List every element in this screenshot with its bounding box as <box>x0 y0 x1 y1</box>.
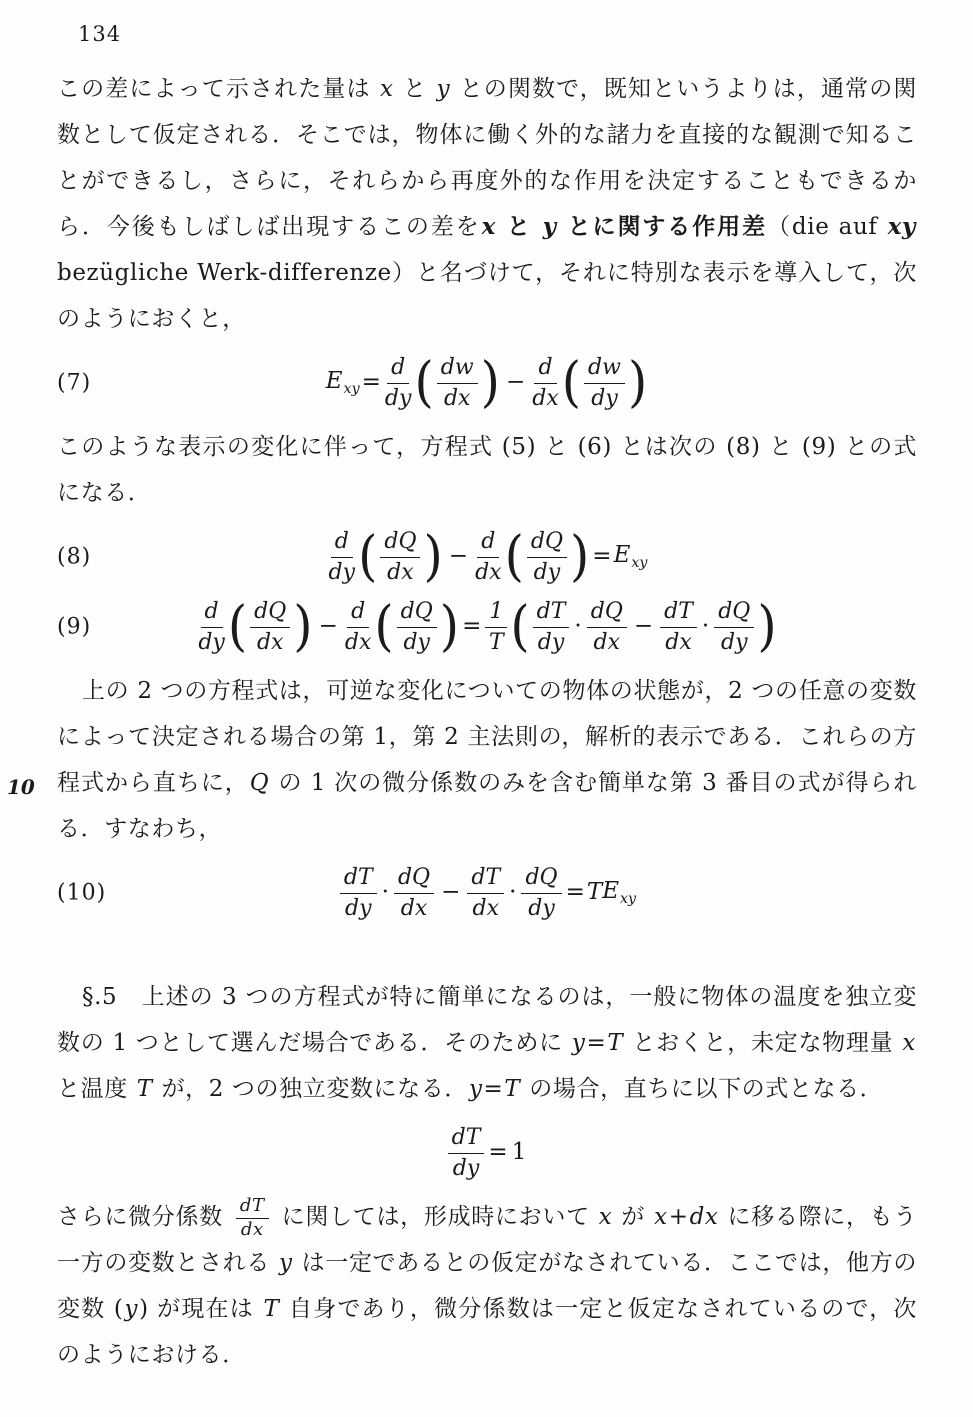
fraction-denominator: dx <box>240 1218 264 1240</box>
fraction <box>467 864 504 922</box>
fraction-numerator: dw <box>584 354 625 384</box>
equation <box>57 524 917 589</box>
operator: − <box>633 613 654 640</box>
fraction-denominator: dy <box>452 1155 480 1181</box>
fraction-numerator: dQ <box>527 528 567 558</box>
fraction-numerator: dT <box>533 598 570 628</box>
operator: − <box>505 369 526 396</box>
fraction-numerator: d <box>331 528 353 558</box>
fraction-denominator: dy <box>537 629 565 655</box>
text-segment: の場合，直ちに以下の式となる． <box>521 1076 884 1102</box>
paragraph <box>57 974 917 1112</box>
big-paren: ) <box>293 594 313 659</box>
fraction-denominator: dx <box>593 629 621 655</box>
fraction <box>714 598 754 656</box>
big-paren: ( <box>561 350 582 415</box>
variable-subscript: xy <box>631 555 648 572</box>
fraction-denominator: dx <box>532 385 559 411</box>
fraction <box>584 354 625 412</box>
fraction-denominator: dy <box>198 629 225 655</box>
equation-label: (8) <box>57 544 92 570</box>
fraction-denominator: dy <box>533 559 561 585</box>
text-segment: このような表示の変化に伴って，方程式 (5) と (6) とは次の (8) と (9) との式になる． <box>57 434 917 506</box>
fraction-numerator: 1 <box>485 598 507 628</box>
fraction <box>475 528 502 586</box>
operator: = <box>462 613 482 640</box>
equation-body <box>325 350 649 415</box>
paragraph <box>57 66 917 342</box>
variable: y <box>542 213 557 240</box>
variable: T <box>263 1296 280 1323</box>
variable: y <box>571 1030 586 1056</box>
equation-body <box>327 524 648 589</box>
fraction <box>448 1124 485 1182</box>
variable: y <box>279 1250 293 1277</box>
variable: x <box>380 76 394 102</box>
fraction <box>236 1196 269 1240</box>
equation-label: (7) <box>57 370 92 396</box>
fraction-numerator: dQ <box>714 598 754 628</box>
big-paren: ( <box>374 594 394 659</box>
fraction-denominator: dx <box>665 629 692 655</box>
fraction-denominator: dy <box>403 629 430 655</box>
text-segment: 自身であり，微分係数は一定と仮定なされているので，次のようにおける． <box>57 1296 918 1369</box>
variable: T <box>136 1076 153 1102</box>
fraction-denominator: T <box>489 629 504 655</box>
operator: − <box>448 543 469 570</box>
big-paren: ) <box>439 594 460 659</box>
fraction-numerator: dT <box>236 1196 269 1219</box>
fraction-numerator: d <box>534 354 556 384</box>
text-segment: に移る際に，もう一方の変数とされる <box>57 1204 917 1277</box>
margin-line-number: 10 <box>7 775 35 799</box>
text-segment: = <box>483 1076 504 1102</box>
multiplication-dot: · <box>574 613 582 640</box>
variable: $E_{xy}$ <box>325 367 360 398</box>
text-segment: とに関する作用差 <box>557 213 767 240</box>
variable: T <box>504 1076 521 1102</box>
equation-body <box>338 864 636 922</box>
text-segment: この差によって示された量は <box>57 76 380 102</box>
fraction-numerator: dQ <box>394 864 434 894</box>
big-paren: ) <box>480 350 500 415</box>
operator: = <box>592 543 612 570</box>
operator: 1 <box>511 1139 527 1166</box>
fraction <box>345 598 372 656</box>
fraction-numerator: d <box>477 528 499 558</box>
fraction-denominator: dx <box>387 559 414 585</box>
fraction <box>340 864 377 922</box>
variable: xy <box>887 213 916 240</box>
fraction <box>532 354 559 412</box>
variable-subscript: xy <box>343 381 360 398</box>
operator: = <box>488 1139 508 1166</box>
text-segment: が，2 つの独立変数になる． <box>153 1076 468 1102</box>
text-segment: と <box>496 213 542 240</box>
variable: x <box>654 1204 668 1230</box>
text-segment: さらに微分係数 <box>57 1204 231 1230</box>
big-paren: ( <box>227 594 248 659</box>
fraction <box>533 598 570 656</box>
big-paren: ( <box>510 594 530 659</box>
big-paren: ) <box>423 524 443 589</box>
equation <box>57 1124 917 1182</box>
text-segment: とおくと，未定な物理量 <box>624 1030 902 1056</box>
variable: y <box>468 1076 483 1102</box>
variable-subscript: xy <box>620 891 637 908</box>
text-segment: bezügliche Werk-differenze）と名づけて，それに特別な表示を導入して，次のようにおくと， <box>57 260 917 332</box>
text-segment: 上の 2 つの方程式は，可逆な変化についての物体の状態が，2 つの任意の変数によって決定される場合の第 1，第 2 主法則の，解析的表示である．これらの方程式から直ちに， <box>57 678 917 796</box>
variable: T <box>607 1030 624 1056</box>
equation-body <box>446 1124 529 1182</box>
fraction <box>527 528 567 586</box>
text-segment: （die auf <box>767 214 887 240</box>
text-segment: §.5 上述の 3 つの方程式が特に簡単になるのは，一般に物体の温度を独立変数の 1 つとして選んだ場合である．そのために <box>57 984 917 1056</box>
fraction-numerator: dQ <box>397 598 437 628</box>
text-segment: ) が現在は <box>139 1296 263 1323</box>
big-paren: ) <box>757 594 777 659</box>
fraction <box>521 864 561 922</box>
text-segment: の 1 次の微分係数のみを含む簡単な第 3 番目の式が得られる．すなわち， <box>57 770 917 842</box>
variable: Q <box>249 770 270 796</box>
paragraph <box>57 668 917 852</box>
fraction <box>394 864 434 922</box>
operator: = <box>565 879 585 906</box>
variable: x <box>902 1030 916 1056</box>
fraction-denominator: dy <box>721 629 748 655</box>
fraction-denominator: dx <box>256 629 284 655</box>
fraction-denominator: dx <box>472 895 499 921</box>
fraction <box>380 528 420 586</box>
operator: − <box>318 613 338 640</box>
text-segment: が <box>613 1204 654 1230</box>
fraction <box>397 598 437 656</box>
equation-body <box>196 594 777 659</box>
big-paren: ) <box>627 350 648 415</box>
fraction-denominator: dy <box>528 895 555 921</box>
fraction-numerator: dT <box>467 864 504 894</box>
multiplication-dot: · <box>701 613 710 640</box>
fraction <box>437 354 478 412</box>
fraction-numerator: dQ <box>250 598 290 628</box>
fraction <box>329 528 356 586</box>
equation <box>57 594 917 659</box>
variable: x <box>481 213 496 240</box>
variable: y <box>436 76 451 102</box>
paragraph <box>57 1194 917 1378</box>
fraction <box>660 598 697 656</box>
variable: T <box>586 879 603 906</box>
fraction <box>587 598 627 656</box>
variable: dx <box>689 1204 719 1230</box>
equation <box>57 350 917 415</box>
variable: $E_{xy}$ <box>613 541 648 572</box>
text-segment: + <box>668 1204 689 1230</box>
equation-label: (10) <box>57 880 107 906</box>
fraction-denominator: dy <box>328 559 356 585</box>
variable: x <box>598 1204 613 1230</box>
text-segment: に関しては，形成時において <box>273 1204 598 1230</box>
fraction-numerator: dw <box>437 354 478 384</box>
text-segment: と温度 <box>57 1076 136 1102</box>
text-segment: と <box>394 76 436 102</box>
multiplication-dot: · <box>509 879 517 906</box>
fraction <box>250 598 290 656</box>
text-segment: との関数で，既知というよりは，通常の関数として仮定される．そこでは，物体に働く外的な諸力を直接的な観測で知ることができるし，さらに，それらから再度外的な作用を決定することもできるから．今後もしばしば出現するこの差を <box>57 76 917 240</box>
fraction <box>485 598 507 656</box>
content-flow <box>57 66 917 1378</box>
text-segment: は一定であるとの仮定がなされている．ここでは，他方の変数 ( <box>57 1250 917 1323</box>
big-paren: ( <box>414 350 434 415</box>
fraction-denominator: dy <box>384 385 412 411</box>
fraction-numerator: dT <box>660 598 697 628</box>
multiplication-dot: · <box>381 879 389 906</box>
operator: − <box>441 879 461 906</box>
fraction-numerator: dQ <box>380 528 420 558</box>
equation-label: (9) <box>57 614 92 640</box>
fraction-denominator: dx <box>443 385 471 411</box>
operator: = <box>361 369 381 396</box>
fraction-denominator: dx <box>400 895 428 921</box>
page-number: 134 <box>78 22 122 46</box>
fraction-numerator: dT <box>340 864 377 894</box>
variable: $E_{xy}$ <box>602 877 637 908</box>
fraction-numerator: d <box>387 354 409 384</box>
big-paren: ( <box>358 524 378 589</box>
big-paren: ) <box>569 524 590 589</box>
paragraph <box>57 424 917 516</box>
fraction <box>385 354 412 412</box>
fraction-numerator: dT <box>448 1124 485 1154</box>
text-segment: = <box>586 1030 607 1056</box>
fraction-numerator: dQ <box>587 598 627 628</box>
fraction-denominator: dx <box>344 629 372 655</box>
big-paren: ( <box>504 524 524 589</box>
equation <box>57 864 917 922</box>
fraction-denominator: dx <box>475 559 502 585</box>
fraction-numerator: d <box>347 598 369 628</box>
fraction-denominator: dy <box>345 895 372 921</box>
fraction-numerator: d <box>201 598 223 628</box>
fraction-denominator: dy <box>591 385 618 411</box>
fraction-numerator: dQ <box>521 864 561 894</box>
variable: y <box>124 1296 139 1323</box>
fraction <box>198 598 225 656</box>
